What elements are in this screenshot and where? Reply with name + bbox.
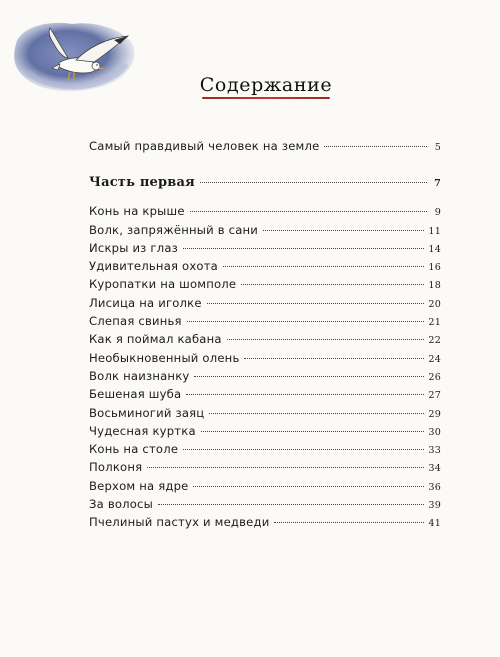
toc-entry[interactable] [89,312,441,330]
toc-entry-label: Слепая свинья [89,314,182,329]
toc-entry-label: Лисица на иголке [89,295,202,310]
toc-entry[interactable] [89,330,441,348]
toc-entry-page: 21 [428,317,441,329]
toc-entry-label: Чудесная куртка [89,423,196,438]
toc-entry-intro[interactable] [89,137,441,155]
toc-entry[interactable] [89,495,441,513]
dot-leader [190,211,427,212]
dot-leader [147,467,424,468]
toc-entry-page: 39 [428,500,441,512]
toc-entries [89,202,441,531]
dot-leader [227,339,425,340]
seagull-head [92,62,100,70]
dot-leader [200,182,427,183]
toc-entry-page: 24 [428,353,441,365]
toc-part-heading[interactable] [89,173,441,193]
dot-leader [207,303,425,304]
toc-entry-label: Бешеная шуба [89,387,182,402]
dot-leader [187,321,425,322]
dot-leader [193,486,424,487]
toc-entry-page: 9 [434,207,441,219]
dot-leader [241,284,424,285]
toc-entry-label: Волк наизнанку [89,368,190,383]
toc-entry-page: 20 [428,298,441,310]
toc-entry[interactable] [89,221,441,239]
toc-entry-page: 30 [428,426,441,438]
toc-entry-label: Восьминогий заяц [89,405,205,420]
toc-entry-page: 16 [428,262,441,274]
dot-leader [209,413,424,414]
toc-entry-page: 26 [428,371,441,383]
seagull-illustration [10,14,140,100]
toc-entry-label: Верхом на ядре [89,478,189,493]
toc-entry[interactable] [89,404,441,422]
dot-leader [186,394,424,395]
toc-entry-page: 34 [428,463,441,475]
dot-leader [223,266,424,267]
heading [196,74,336,99]
toc-entry[interactable] [89,257,441,275]
toc-entry-label: За волосы [89,497,153,512]
toc-entry-label: Куропатки на шомполе [89,277,237,292]
toc-entry-label: Удивительная охота [89,259,218,274]
toc-entry-page: 29 [428,408,441,420]
toc-entry-page: 41 [428,518,441,530]
toc-entry-label: Полконя [89,460,143,475]
dot-leader [183,449,424,450]
toc-entry[interactable] [89,294,441,312]
toc-entry[interactable] [89,477,441,495]
toc-entry[interactable] [89,275,441,293]
table-of-contents [89,137,441,532]
toc-entry[interactable] [89,367,441,385]
toc-part-page: 7 [434,178,441,190]
toc-entry-page: 27 [428,390,441,402]
dot-leader [194,376,424,377]
toc-entry-label: Волк, запряжённый в сани [89,222,259,237]
toc-entry[interactable] [89,440,441,458]
toc-entry[interactable] [89,422,441,440]
toc-entry-label: Необыкновенный олень [89,350,240,365]
toc-entry-label: Конь на крыше [89,204,185,219]
toc-entry-label: Самый правдивый человек на земле [89,139,320,153]
dot-leader [263,230,424,231]
dot-leader [183,248,424,249]
toc-entry-page: 14 [428,243,441,255]
toc-entry-label: Искры из глаз [89,240,179,255]
sky-wash [14,23,134,91]
title-underline [202,97,330,99]
toc-entry-page: 33 [428,445,441,457]
toc-entry[interactable] [89,513,441,531]
toc-entry-label: Конь на столе [89,442,179,457]
toc-entry[interactable] [89,458,441,476]
toc-entry-label: Пчелиный пастух и медведи [89,515,270,530]
toc-entry-label: Как я поймал кабана [89,332,222,347]
toc-entry-page: 18 [428,280,441,292]
toc-entry-page: 11 [428,225,441,237]
toc-entry[interactable] [89,385,441,403]
toc-entry-page: 5 [434,142,441,153]
dot-leader [158,504,424,505]
toc-entry[interactable] [89,202,441,220]
toc-part-label: Часть первая [89,175,195,191]
dot-leader [244,358,424,359]
toc-entry[interactable] [89,349,441,367]
toc-entry-page: 36 [428,481,441,493]
toc-entry-page: 22 [428,335,441,347]
dot-leader [274,522,424,523]
page-title: Содержание [199,74,333,96]
dot-leader [201,431,425,432]
toc-entry[interactable] [89,239,441,257]
dot-leader [324,146,427,147]
